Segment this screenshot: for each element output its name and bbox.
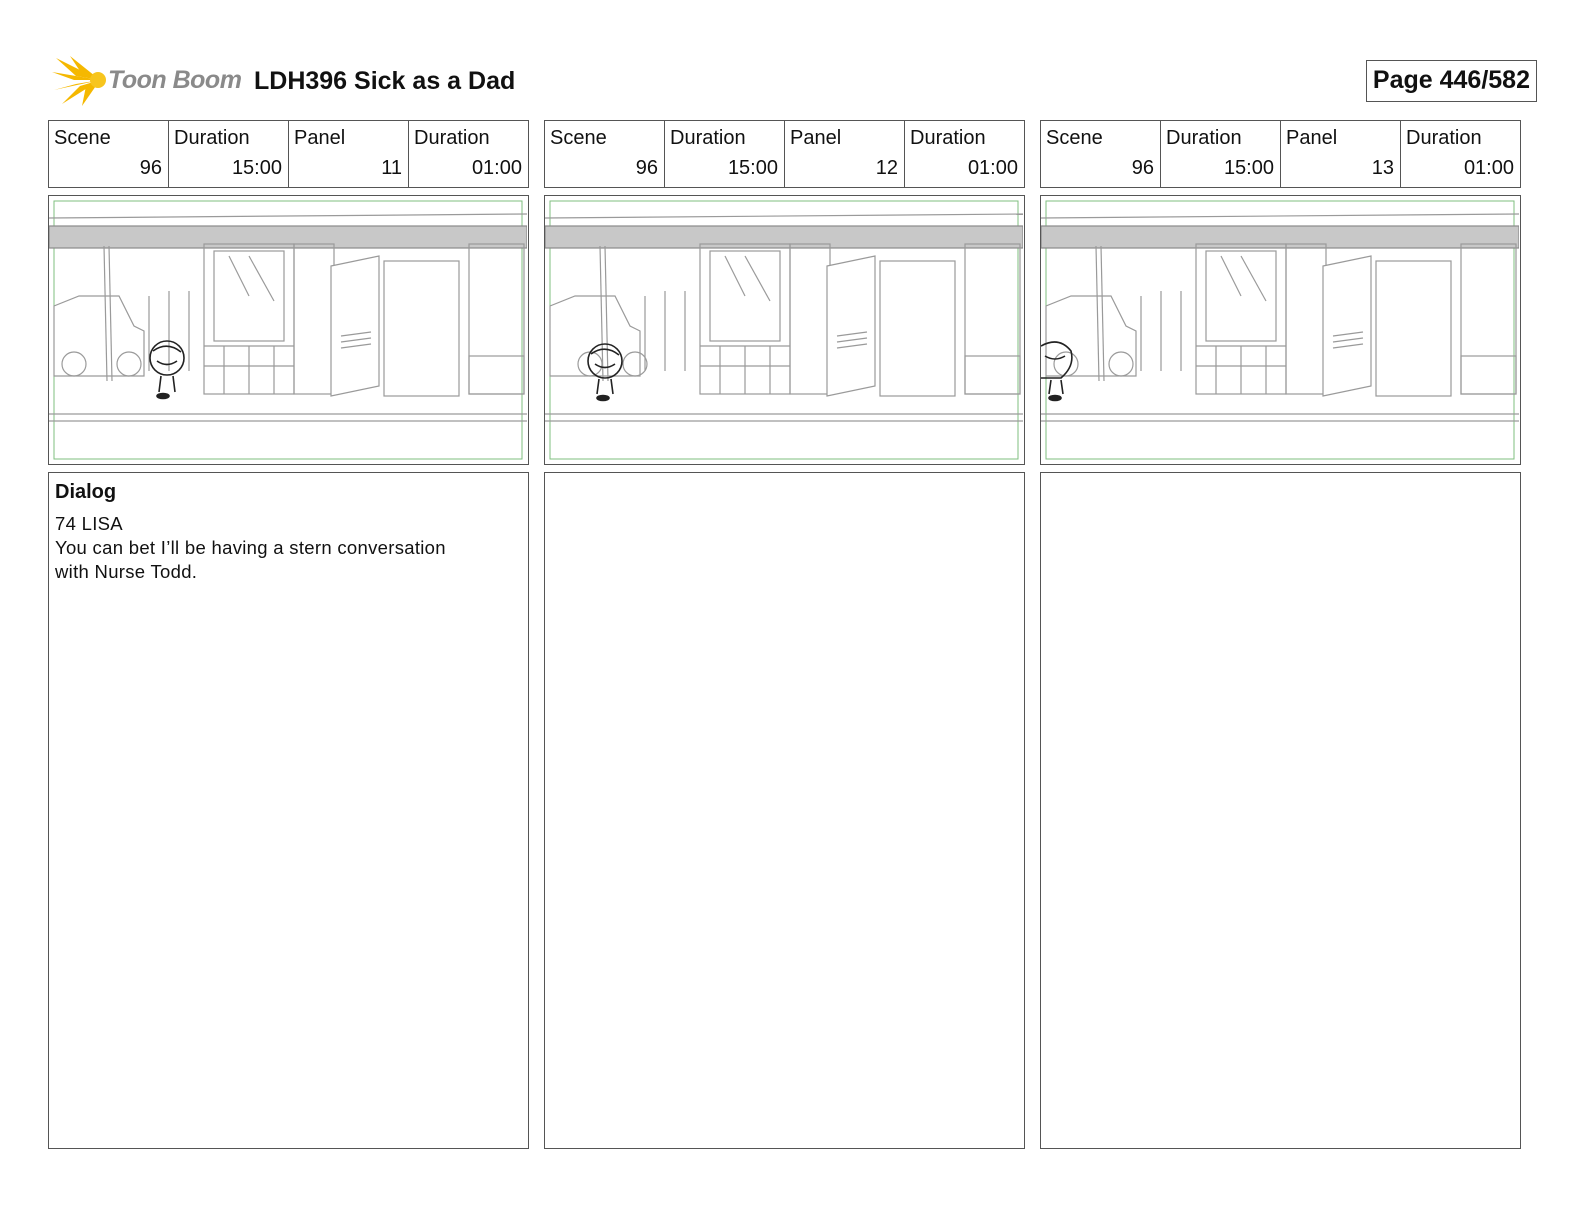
panel-label: Panel — [790, 127, 842, 149]
dialog-line: with Nurse Todd. — [55, 561, 198, 582]
dialog-heading: Dialog — [55, 481, 117, 503]
duration-label: Duration — [1406, 127, 1482, 149]
panel-value: 13 — [1371, 157, 1394, 179]
panel-sketch-frame — [1040, 195, 1521, 465]
panel-cell — [289, 121, 409, 187]
starburst-logo-icon — [52, 56, 108, 106]
scene-value: 96 — [635, 157, 658, 179]
panel-duration-value: 01:00 — [471, 157, 522, 179]
panel-label: Panel — [1286, 127, 1338, 149]
storefront-sketch-image — [545, 196, 1023, 463]
storyboard-panel-12 — [544, 120, 1025, 1155]
scene-cell — [1041, 121, 1161, 187]
panel-cell — [1281, 121, 1401, 187]
document-title: LDH396 Sick as a Dad — [254, 67, 516, 95]
scene-label: Scene — [1046, 127, 1103, 149]
panel-info-row — [1040, 120, 1521, 188]
storefront-sketch-image — [49, 196, 527, 463]
scene-duration-cell — [169, 121, 289, 187]
scene-value: 96 — [139, 157, 162, 179]
scene-cell — [545, 121, 665, 187]
duration-label: Duration — [1166, 127, 1242, 149]
scene-label: Scene — [550, 127, 607, 149]
scene-cell — [49, 121, 169, 187]
panel-duration-cell — [1401, 121, 1520, 187]
duration-label: Duration — [174, 127, 250, 149]
panel-value: 12 — [875, 157, 898, 179]
panel-sketch-frame — [544, 195, 1025, 465]
dialog-line: You can bet I’ll be having a stern conversation — [55, 537, 446, 558]
panel-info-row — [544, 120, 1025, 188]
panel-duration-value: 01:00 — [1463, 157, 1514, 179]
panel-label: Panel — [294, 127, 346, 149]
scene-duration-value: 15:00 — [727, 157, 778, 179]
duration-label: Duration — [414, 127, 490, 149]
storyboard-panel-11 — [48, 120, 529, 1155]
scene-duration-cell — [665, 121, 785, 187]
dialog-notes — [48, 472, 529, 1149]
panel-info-row — [48, 120, 529, 188]
scene-duration-cell — [1161, 121, 1281, 187]
panel-duration-cell — [905, 121, 1024, 187]
scene-duration-value: 15:00 — [231, 157, 282, 179]
panel-duration-cell — [409, 121, 528, 187]
panel-sketch-frame — [48, 195, 529, 465]
panel-value: 11 — [381, 157, 402, 179]
dialog-character: 74 LISA — [55, 513, 123, 534]
panel-cell — [785, 121, 905, 187]
storefront-sketch-image — [1041, 196, 1519, 463]
page-header — [48, 56, 1537, 106]
dialog-notes — [1040, 472, 1521, 1149]
panel-duration-value: 01:00 — [967, 157, 1018, 179]
duration-label: Duration — [670, 127, 746, 149]
scene-duration-value: 15:00 — [1223, 157, 1274, 179]
toon-boom-logo — [52, 56, 242, 106]
storyboard-panel-13 — [1040, 120, 1521, 1155]
dialog-notes — [544, 472, 1025, 1149]
page-number: Page 446/582 — [1366, 60, 1537, 102]
logo-text: Toon Boom — [108, 66, 242, 94]
duration-label: Duration — [910, 127, 986, 149]
scene-label: Scene — [54, 127, 111, 149]
scene-value: 96 — [1131, 157, 1154, 179]
